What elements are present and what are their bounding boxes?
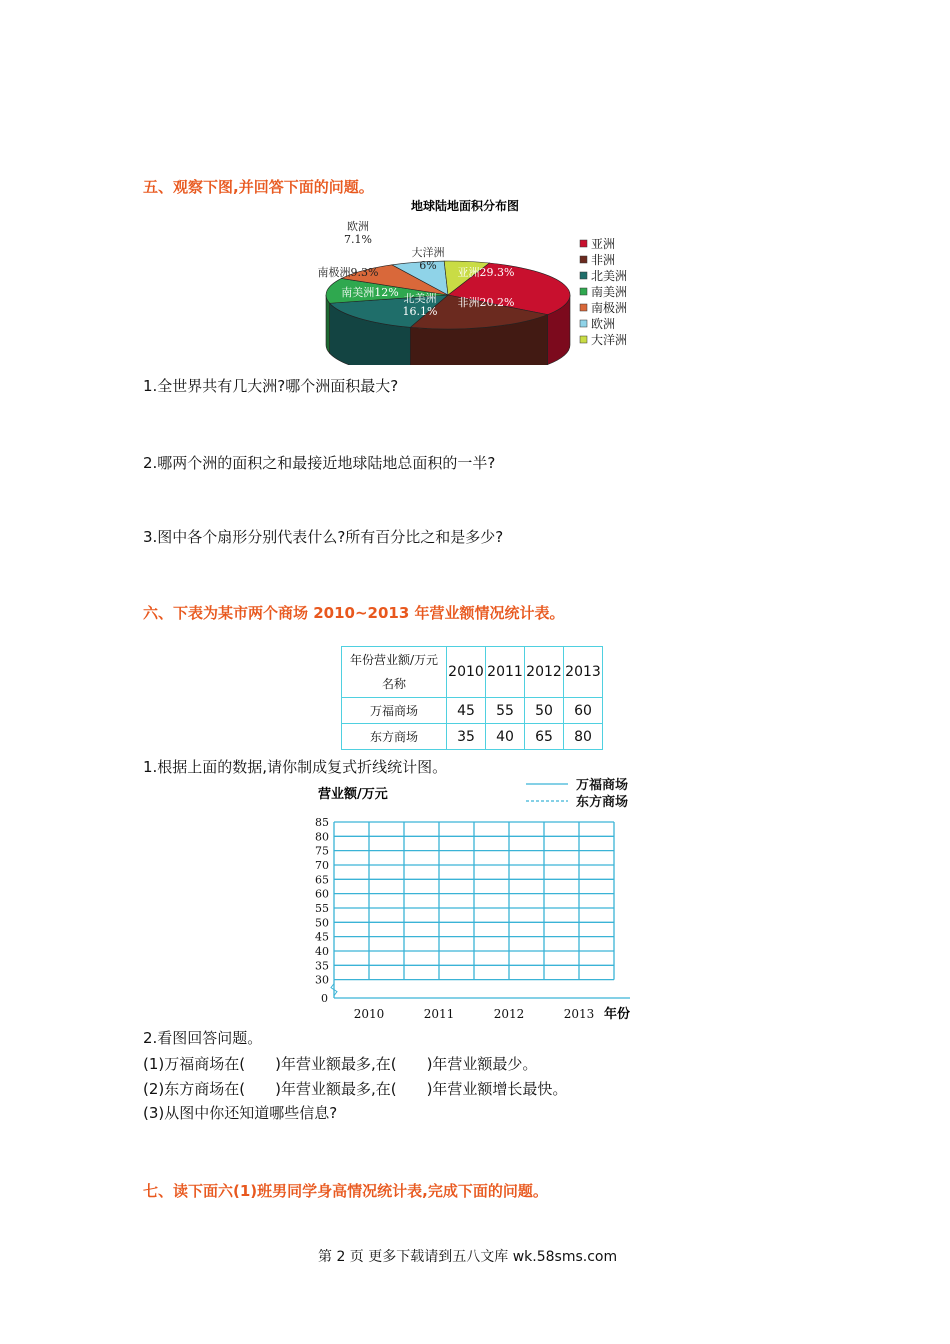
legend-label: 北美洲 xyxy=(591,269,628,283)
page-footer: 第 2 页 更多下载请到五八文库 wk.58sms.com xyxy=(318,1249,618,1265)
y-tick-label: 85 xyxy=(315,816,329,829)
land-area-pie-chart xyxy=(300,190,650,365)
legend-swatch xyxy=(580,320,587,327)
table-cell: 55 xyxy=(486,698,525,724)
year-header: 2012 xyxy=(525,647,564,698)
y-tick-label: 80 xyxy=(315,830,329,844)
legend-swatch xyxy=(580,304,587,311)
section5-heading: 五、观察下图,并回答下面的问题。 xyxy=(143,178,374,196)
sales-table xyxy=(341,646,603,750)
legend-label: 东方商场 xyxy=(576,795,629,810)
y-axis-label: 营业额/万元 xyxy=(318,787,388,802)
corner-bottom-label: 名称 xyxy=(381,677,406,691)
table-cell: 45 xyxy=(447,698,486,724)
question-6-2-2: (2)东方商场在( )年营业额最多,在( )年营业额增长最快。 xyxy=(143,1080,568,1098)
question-5-3: 3.图中各个扇形分别代表什么?所有百分比之和是多少? xyxy=(143,528,504,546)
x-tick-label: 2012 xyxy=(493,1007,525,1021)
pie-slice-label: 大洋洲 6% xyxy=(411,246,445,272)
x-tick-label: 2011 xyxy=(423,1007,455,1021)
pie-slice-label: 非洲20.2% xyxy=(457,296,515,309)
legend-label: 大洋洲 xyxy=(591,333,628,347)
y-tick-label: 75 xyxy=(315,844,329,858)
table-cell: 35 xyxy=(447,724,486,750)
y-tick-label: 30 xyxy=(315,973,329,987)
pie-slice-side xyxy=(326,295,330,353)
x-tick-label: 2013 xyxy=(563,1007,595,1021)
year-header: 2013 xyxy=(564,647,603,698)
question-6-2-1: (1)万福商场在( )年营业额最多,在( )年营业额最少。 xyxy=(143,1055,538,1073)
y-tick-label: 35 xyxy=(315,959,329,973)
question-6-2-3: (3)从图中你还知道哪些信息? xyxy=(143,1104,338,1122)
pie-slice-label: 南美洲12% xyxy=(341,286,399,299)
section7-heading: 七、读下面六(1)班男同学身高情况统计表,完成下面的问题。 xyxy=(143,1182,548,1200)
y-tick-label: 50 xyxy=(315,916,329,930)
y-tick-label: 60 xyxy=(315,887,329,901)
pie-slice-label: 亚洲29.3% xyxy=(457,266,515,279)
question-5-2: 2.哪两个洲的面积之和最接近地球陆地总面积的一半? xyxy=(143,454,496,472)
year-header: 2010 xyxy=(447,647,486,698)
table-cell: 60 xyxy=(564,698,603,724)
store-name: 万福商场 xyxy=(342,698,447,724)
y-tick-label: 45 xyxy=(315,930,329,944)
legend-label: 万福商场 xyxy=(576,778,629,793)
question-6-1: 1.根据上面的数据,请你制成复式折线统计图。 xyxy=(143,758,448,776)
table-cell: 65 xyxy=(525,724,564,750)
table-cell: 80 xyxy=(564,724,603,750)
question-6-2: 2.看图回答问题。 xyxy=(143,1029,263,1047)
legend-swatch xyxy=(580,240,587,247)
y-tick-label: 70 xyxy=(315,858,329,872)
legend-swatch xyxy=(580,336,587,343)
legend-swatch xyxy=(580,272,587,279)
x-tick-label: 2010 xyxy=(353,1007,385,1021)
table-cell: 50 xyxy=(525,698,564,724)
legend-swatch xyxy=(580,256,587,263)
table-row xyxy=(342,698,603,724)
table-cell: 40 xyxy=(486,724,525,750)
legend-label: 南美洲 xyxy=(591,285,628,299)
legend-swatch xyxy=(580,288,587,295)
legend-label: 非洲 xyxy=(591,253,616,267)
legend-label: 亚洲 xyxy=(591,237,616,251)
table-corner-header xyxy=(342,647,447,698)
legend-label: 欧洲 xyxy=(591,317,616,331)
legend-label: 南极洲 xyxy=(591,301,628,315)
sales-line-chart-grid xyxy=(300,772,650,1027)
year-header: 2011 xyxy=(486,647,525,698)
x-axis-label: 年份 xyxy=(604,1007,631,1022)
y-tick-label: 65 xyxy=(315,873,329,887)
y-tick-label: 55 xyxy=(315,901,329,915)
pie-slice-label: 南极洲9.3% xyxy=(317,266,379,279)
y-tick-label: 0 xyxy=(321,992,328,1005)
section6-heading: 六、下表为某市两个商场 2010~2013 年营业额情况统计表。 xyxy=(143,604,565,622)
pie-slice-label: 欧洲 7.1% xyxy=(344,220,372,246)
y-tick-label: 40 xyxy=(315,944,329,958)
question-5-1: 1.全世界共有几大洲?哪个洲面积最大? xyxy=(143,377,399,395)
pie-chart-title: 地球陆地面积分布图 xyxy=(410,199,520,213)
table-row xyxy=(342,724,603,750)
corner-top-label: 年份营业额/万元 xyxy=(349,653,439,667)
pie-slice-label: 北美洲 16.1% xyxy=(402,292,438,318)
store-name: 东方商场 xyxy=(342,724,447,750)
